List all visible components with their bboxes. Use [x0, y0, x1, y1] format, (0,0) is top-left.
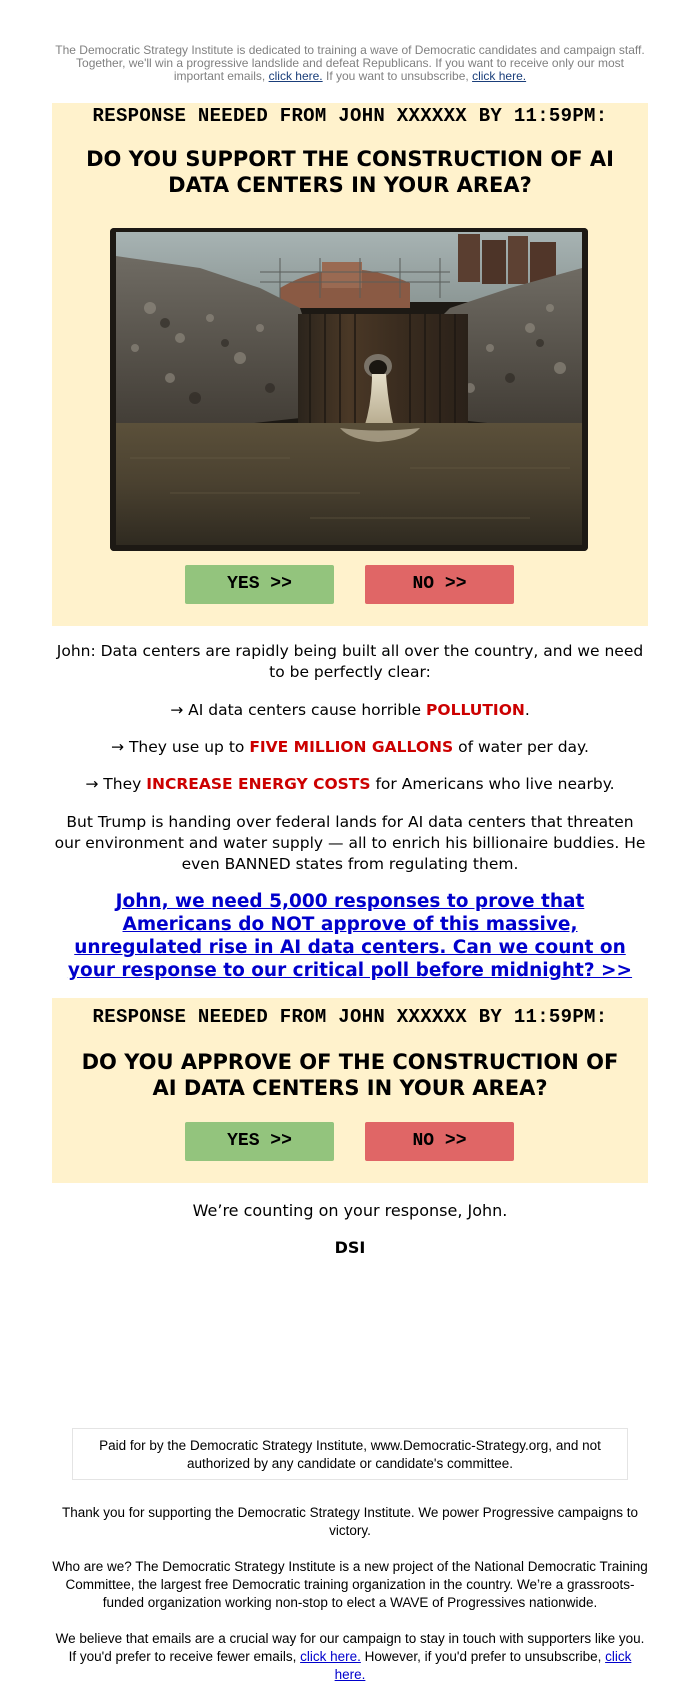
poll-box-1: [52, 103, 648, 626]
deadline-heading: RESPONSE NEEDED FROM JOHN XXXXXX BY 11:59PM:: [92, 105, 608, 127]
poll-cta-link[interactable]: John, we need 5,000 responses to prove that Americans do NOT approve of this massive, unregulated rise in AI data centers. Can we count on your response to our critical poll before midnight? >>: [67, 891, 633, 981]
footer-who-are-we: Who are we? The Democratic Strategy Institute is a new project of the National Democratic Training Committee, the largest free Democratic training organization in the country. We’re a grassroots-funded organization working non-stop to elect a WAVE of Progressives nationwide.: [52, 1559, 648, 1610]
intro-paragraph: John: Data centers are rapidly being built all over the country, and we need to be perfectly clear:: [56, 642, 644, 681]
bullet-water: [52, 737, 648, 758]
bullet-2-text: → They use up to: [111, 738, 250, 756]
footer-emails-text: We believe that emails are a crucial way for our campaign to stay in touch with supporters like you. If you'd prefer to receive fewer emails,: [55, 1631, 645, 1664]
trump-paragraph: But Trump is handing over federal lands for AI data centers that threaten our environment and water supply — all to enrich his billionaire buddies. He even BANNED states from regulating them.: [54, 813, 646, 873]
bullet-2-end: of water per day.: [453, 738, 589, 756]
bullet-2-highlight: FIVE MILLION GALLONS: [249, 738, 454, 756]
footer-emails: [52, 1630, 648, 1684]
footer-thanks: Thank you for supporting the Democratic Strategy Institute. We power Progressive campaigns to victory.: [61, 1505, 639, 1538]
footer-emails-middle: However, if you'd prefer to unsubscribe,: [364, 1649, 602, 1664]
poll-2-buttons: [52, 1122, 648, 1162]
bullet-3-text: → They: [85, 775, 147, 793]
preheader: [52, 44, 648, 83]
footer-unsubscribe-link[interactable]: click here.: [334, 1649, 632, 1682]
poll-question-2: DO YOU APPROVE OF THE CONSTRUCTION OF AI DATA CENTERS IN YOUR AREA?: [81, 1050, 619, 1100]
preheader-text: The Democratic Strategy Institute is dedicated to training a wave of Democratic candidates and campaign staff. Together, we'll win a progressive landslide and defeat Republicans. If you want to receive only our most important emails,: [55, 43, 645, 83]
preheader-text-middle: If you want to unsubscribe,: [325, 69, 469, 83]
photo-illustration: [110, 228, 588, 551]
bullet-3-end: for Americans who live nearby.: [370, 775, 615, 793]
poll-box-2: [52, 998, 648, 1183]
paid-for-disclaimer: Paid for by the Democratic Strategy Institute, www.Democratic-Strategy.org, and not authorized by any candidate or candidate's committee.: [72, 1428, 628, 1480]
deadline-heading-2: RESPONSE NEEDED FROM JOHN XXXXXX BY 11:59PM:: [92, 1006, 608, 1028]
yes-button-2[interactable]: YES >>: [185, 1122, 334, 1161]
no-button-2[interactable]: NO >>: [365, 1122, 514, 1161]
poll-1-buttons: [52, 565, 648, 605]
bullet-1-end: .: [524, 701, 530, 719]
bullet-1-highlight: POLLUTION: [426, 701, 525, 719]
bullet-energy: [52, 774, 648, 795]
poll-question: DO YOU SUPPORT THE CONSTRUCTION OF AI DATA CENTERS IN YOUR AREA?: [86, 147, 614, 197]
no-button[interactable]: NO >>: [365, 565, 514, 604]
signature: DSI: [334, 1238, 366, 1257]
bullet-pollution: [52, 700, 648, 721]
preheader-fewer-emails-link[interactable]: click here.: [268, 69, 323, 83]
polluted-river-photo[interactable]: [110, 228, 588, 551]
preheader-unsubscribe-link[interactable]: click here.: [472, 69, 527, 83]
footer-fewer-emails-link[interactable]: click here.: [300, 1649, 361, 1664]
bullet-3-highlight: INCREASE ENERGY COSTS: [146, 775, 371, 793]
bullet-1-text: → AI data centers cause horrible: [170, 701, 427, 719]
closing-line: We’re counting on your response, John.: [192, 1201, 508, 1220]
yes-button[interactable]: YES >>: [185, 565, 334, 604]
